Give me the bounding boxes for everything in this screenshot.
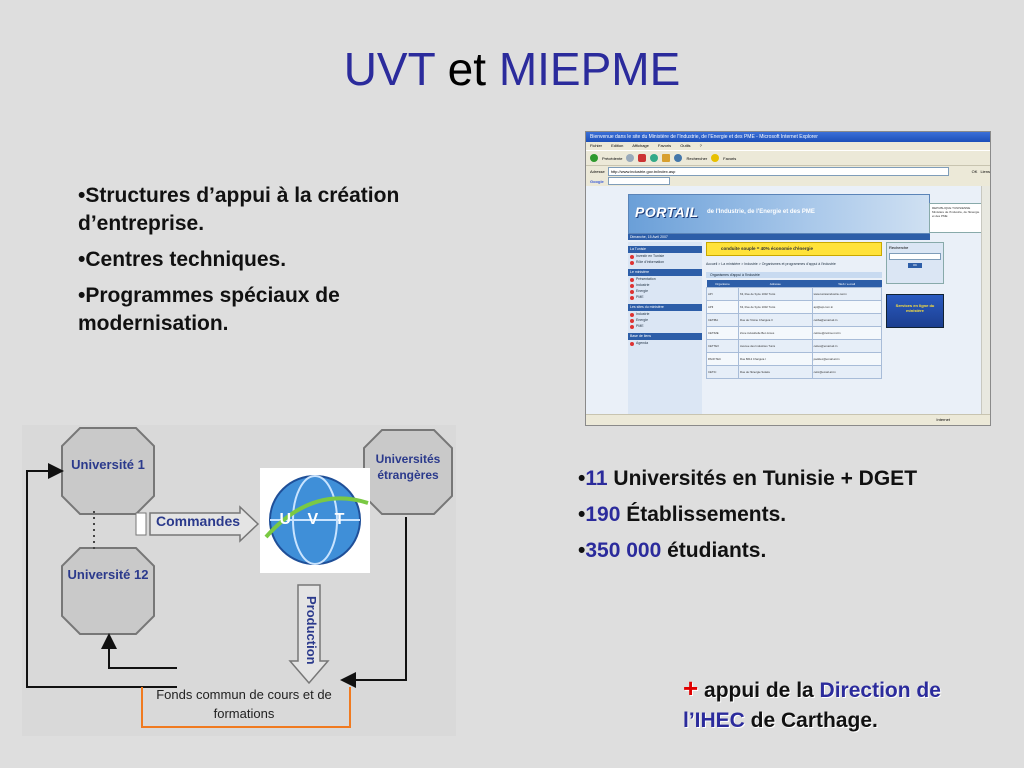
stat-universites: 11 — [585, 467, 608, 490]
table-cell-link[interactable]: cetic@email.ati.tn — [812, 366, 881, 379]
bullet-universites: •11 Universités en Tunisie + DGET — [578, 467, 918, 490]
stop-icon[interactable] — [638, 154, 646, 162]
web-page — [586, 186, 982, 414]
title-uvt: UVT — [343, 43, 435, 95]
table-row — [707, 327, 882, 340]
foreign-label: Universités étrangères — [375, 452, 441, 482]
menu-favoris[interactable]: Favoris — [658, 143, 672, 148]
favorites-icon[interactable] — [711, 154, 719, 162]
links-label[interactable]: Liens — [980, 168, 990, 174]
stat-etablissements-text: Établissements. — [620, 503, 787, 526]
table-header: Adresse — [739, 280, 813, 288]
table-cell: CETIME — [707, 327, 739, 340]
nav-head-liens: Base de liens — [628, 333, 702, 340]
plus-icon: + — [683, 673, 699, 703]
site-search-input[interactable] — [889, 253, 941, 260]
bullet-programmes: •Programmes spéciaux de modernisation. — [78, 284, 340, 335]
date-bar: Dimanche, 15 Avril 2007 — [628, 234, 930, 240]
back-label[interactable]: Précédente — [602, 155, 623, 161]
note-text-1: appui de la — [698, 679, 820, 702]
table-row — [707, 340, 882, 353]
nav-item[interactable]: Industrie — [628, 282, 702, 288]
menu-fichier[interactable]: Fichier — [590, 143, 603, 148]
feedback-arrow-univ12 — [109, 637, 177, 668]
stat-etablissements: 190 — [585, 503, 621, 526]
home-icon[interactable] — [662, 154, 670, 162]
table-cell-link[interactable]: api@api.com.tn — [812, 301, 881, 314]
bullet-centres: •Centres techniques. — [78, 248, 287, 271]
univ12-octagon — [62, 548, 154, 634]
left-bullet-list — [78, 182, 418, 346]
forward-icon[interactable] — [626, 154, 634, 162]
commandes-stub — [136, 513, 146, 535]
portal-banner — [628, 194, 980, 234]
fonds-label: Fonds commun de cours et de formations — [156, 687, 332, 721]
page-title — [0, 42, 1024, 96]
site-search-title: Recherche — [889, 245, 909, 250]
nav-item[interactable]: Energie — [628, 317, 702, 323]
portal-subtitle: de l'Industrie, de l'Energie et des PME — [707, 209, 815, 215]
site-search-button[interactable]: OK — [908, 263, 922, 268]
organisms-table — [706, 280, 882, 379]
title-et: et — [434, 43, 499, 95]
table-row — [707, 314, 882, 327]
stat-etudiants-text: étudiants. — [661, 539, 767, 562]
table-row — [707, 366, 882, 379]
menu-edition[interactable]: Edition — [611, 143, 624, 148]
browser-scrollbar[interactable] — [981, 186, 990, 414]
nav-item[interactable]: Energie — [628, 288, 702, 294]
menu-help[interactable]: ? — [699, 143, 702, 148]
nav-item[interactable]: PME — [628, 294, 702, 300]
table-cell-link[interactable]: cetime@cetime.ind.tn — [812, 327, 881, 340]
site-search-box — [886, 242, 944, 284]
univ12-label: Université 12 — [67, 567, 149, 582]
menu-affichage[interactable]: Affichage — [632, 143, 649, 148]
address-input[interactable]: http://www.industrie.gov.tn/index.asp — [608, 167, 949, 176]
right-column — [886, 242, 944, 414]
online-services-banner[interactable]: Services en ligne du ministère — [886, 294, 944, 328]
browser-screenshot — [585, 131, 991, 426]
table-cell: PACKTEC — [707, 353, 739, 366]
table-cell: APII — [707, 301, 739, 314]
production-label: Production — [304, 595, 319, 665]
address-bar — [586, 166, 990, 176]
title-miepme: MIEPME — [498, 43, 681, 95]
nav-item[interactable]: Présentation — [628, 276, 702, 282]
table-cell: CETIC — [707, 366, 739, 379]
table-row — [707, 288, 882, 301]
table-cell: 63, Rue de Syrie 1002 Tunis — [739, 288, 813, 301]
breadcrumb: Accueil > La ministère > Industrie > Organismes et programmes d'appui à l'industrie — [706, 262, 836, 266]
table-header: Web / e-mail — [812, 280, 881, 288]
bullet-etudiants: •350 000 étudiants. — [578, 539, 767, 562]
favorites-label[interactable]: Favoris — [723, 155, 737, 161]
univ1-label: Université 1 — [71, 457, 145, 472]
note-text-2: de Carthage. — [744, 709, 878, 732]
nav-item[interactable]: Rôle d'information — [628, 259, 702, 265]
table-cell: Rue de l'Energie Solaire — [739, 366, 813, 379]
table-cell-link[interactable]: packtec@email.ati.tn — [812, 353, 881, 366]
search-label[interactable]: Rechercher — [686, 155, 708, 161]
table-cell-link[interactable]: cetiba@email.ati.tn — [812, 314, 881, 327]
portal-title: PORTAIL — [635, 204, 699, 220]
center-content — [706, 242, 882, 414]
table-row — [707, 301, 882, 314]
back-icon[interactable] — [590, 154, 598, 162]
table-cell-link[interactable]: www.tunisieindustrie.nat.tn — [812, 288, 881, 301]
browser-menubar — [586, 142, 990, 150]
google-search-input[interactable] — [608, 177, 670, 185]
note-ihec: Direction de l’IHEC — [683, 679, 941, 732]
table-cell: Zone industrielle Ben Arous — [739, 327, 813, 340]
nav-item[interactable]: PME — [628, 323, 702, 329]
address-label: Adresse — [590, 168, 605, 174]
search-icon[interactable] — [674, 154, 682, 162]
browser-statusbar — [586, 414, 990, 425]
republic-box — [929, 203, 985, 233]
table-header: Organisme — [707, 280, 739, 288]
ihec-note — [683, 673, 983, 736]
nav-item[interactable]: Industrie — [628, 311, 702, 317]
menu-outils[interactable]: Outils — [680, 143, 691, 148]
section-header: Organismes d'appui à l'Industrie — [706, 272, 882, 278]
nav-head-ministere: Le ministère — [628, 269, 702, 276]
table-cell: API — [707, 288, 739, 301]
table-row — [707, 353, 882, 366]
browser-titlebar: Bienvenue dans le site du Ministère de l'Industrie, de l'Energie et des PME - Microsoft Internet Explorer — [586, 132, 990, 142]
bullet-etablissements: •190 Établissements. — [578, 503, 787, 526]
uvt-diagram — [22, 425, 456, 736]
go-button[interactable]: OK — [971, 168, 978, 174]
republic-text: REPUBLIQUE TUNISIENNE Ministère de l'Industrie, de l'Energie et des PME — [932, 206, 980, 218]
nav-item[interactable]: Investir en Tunisie — [628, 253, 702, 259]
nav-head-sites: Les sites du ministère — [628, 304, 702, 311]
stat-universites-text: Universités en Tunisie + DGET — [607, 467, 918, 490]
left-navigation — [628, 242, 702, 414]
table-cell: Rue de l'Usine Charguia II — [739, 314, 813, 327]
uvt-logo-text: U V T — [279, 511, 351, 528]
table-cell: CETTEX — [707, 340, 739, 353]
nav-head-tunisie: La Tunisie — [628, 246, 702, 253]
table-cell-link[interactable]: cettex@email.ati.tn — [812, 340, 881, 353]
status-zone: Internet — [936, 417, 950, 422]
google-logo: Google — [590, 178, 604, 184]
commandes-label: Commandes — [156, 513, 241, 529]
nav-item[interactable]: Agenda — [628, 340, 702, 346]
right-bullet-list — [578, 465, 938, 573]
refresh-icon[interactable] — [650, 154, 658, 162]
stat-etudiants: 350 000 — [585, 539, 662, 562]
energy-banner[interactable]: conduite souple = 40% économie d'énergie — [706, 242, 882, 256]
table-cell: CETIBA — [707, 314, 739, 327]
bullet-structures: •Structures d’appui à la création d’entreprise. — [78, 184, 400, 235]
browser-toolbar — [586, 150, 990, 166]
table-cell: 63, Rue de Syrie 1002 Tunis — [739, 301, 813, 314]
table-cell: Rue 8612 Charguia I — [739, 353, 813, 366]
table-cell: Avenue des Industries Tunis — [739, 340, 813, 353]
